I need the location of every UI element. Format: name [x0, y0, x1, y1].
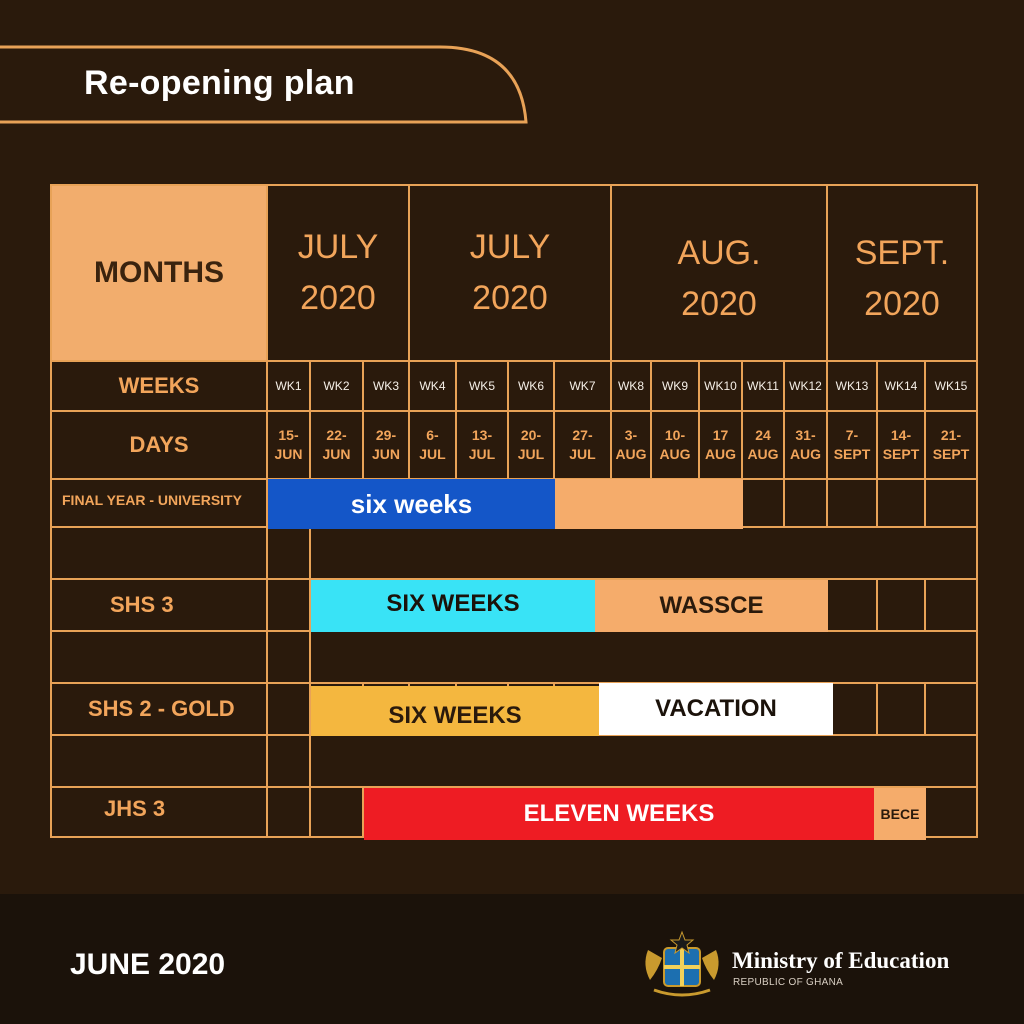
table-cell	[828, 480, 878, 528]
day-month: JUN	[371, 446, 400, 462]
week-cell: WK9	[652, 362, 700, 412]
day-number: 17	[712, 427, 729, 444]
row-spacer	[52, 528, 268, 580]
day-cell	[509, 412, 555, 480]
day-month: JUL	[419, 446, 446, 462]
table-cell	[268, 528, 311, 580]
table-cell	[878, 480, 926, 528]
day-text	[790, 426, 821, 464]
table-cell	[828, 580, 878, 632]
week-cell: WK2	[311, 362, 364, 412]
day-cell	[311, 412, 364, 480]
week-cell: WK6	[509, 362, 555, 412]
table-cell	[311, 736, 978, 788]
table-cell	[311, 788, 364, 838]
month-name: JULY	[469, 228, 551, 266]
day-number: 21-	[940, 427, 962, 444]
month-year: 2020	[472, 279, 548, 317]
day-text	[933, 426, 970, 464]
table-cell	[311, 528, 978, 580]
bar-shs3-wassce: WASSCE	[595, 580, 828, 632]
day-number: 14-	[890, 427, 912, 444]
day-month: AUG	[789, 446, 822, 462]
table-cell	[311, 632, 978, 684]
day-number: 22-	[326, 427, 347, 444]
row-spacer	[52, 736, 268, 788]
week-cell: WK15	[926, 362, 978, 412]
month-name: JULY	[297, 228, 379, 266]
page-title: Re-opening plan	[84, 64, 355, 102]
table-cell	[268, 788, 311, 838]
table-cell	[785, 480, 828, 528]
table-cell	[268, 684, 311, 736]
day-month: AUG	[704, 446, 737, 462]
table-cell	[926, 480, 978, 528]
row-label-final-year: FINAL YEAR - UNIVERSITY	[52, 480, 268, 528]
day-month: JUL	[468, 446, 496, 462]
day-number: 15-	[278, 427, 299, 444]
table-cell	[828, 684, 878, 736]
week-cell: WK5	[457, 362, 509, 412]
week-cell: WK8	[612, 362, 652, 412]
bar-jhs3-eleven-weeks: ELEVEN WEEKS	[364, 788, 874, 840]
day-cell	[612, 412, 652, 480]
month-cell	[268, 186, 410, 362]
day-month: AUG	[659, 446, 691, 462]
table-cell	[926, 580, 978, 632]
weeks-label: WEEKS	[52, 362, 268, 412]
day-cell	[878, 412, 926, 480]
day-cell	[268, 412, 311, 480]
day-number: 31-	[795, 427, 816, 444]
day-cell	[364, 412, 410, 480]
day-cell	[926, 412, 978, 480]
day-text	[322, 426, 350, 464]
day-text	[883, 426, 920, 464]
row-label-shs2: SHS 2 - GOLD	[52, 684, 268, 736]
week-cell: WK13	[828, 362, 878, 412]
day-month: SEPT	[932, 446, 970, 462]
day-month: JUL	[569, 446, 596, 462]
row-spacer	[52, 632, 268, 684]
ministry-name: Ministry of Education	[732, 948, 950, 973]
month-cell	[612, 186, 828, 362]
day-cell	[652, 412, 700, 480]
day-cell	[828, 412, 878, 480]
day-text	[659, 426, 690, 464]
day-month: JUN	[322, 446, 351, 462]
table-cell	[926, 684, 978, 736]
day-number: 20-	[520, 427, 542, 444]
day-number: 3-	[624, 427, 638, 444]
day-text	[469, 426, 495, 464]
month-year: 2020	[300, 279, 376, 317]
day-text	[274, 426, 302, 464]
day-month: JUN	[274, 446, 303, 462]
months-header: MONTHS	[52, 186, 268, 362]
table-cell	[268, 580, 311, 632]
day-text	[705, 426, 736, 464]
day-text	[569, 426, 595, 464]
week-cell: WK7	[555, 362, 612, 412]
day-number: 27-	[572, 427, 593, 444]
day-cell	[743, 412, 785, 480]
week-cell: WK1	[268, 362, 311, 412]
week-cell: WK10	[700, 362, 743, 412]
day-cell	[457, 412, 509, 480]
schedule-table	[50, 184, 978, 838]
month-cell	[828, 186, 978, 362]
bar-jhs3-bece: BECE	[874, 788, 926, 840]
day-number: 6-	[426, 427, 439, 444]
day-cell	[555, 412, 612, 480]
table-cell	[878, 684, 926, 736]
week-cell: WK11	[743, 362, 785, 412]
day-number: 13-	[471, 427, 493, 444]
day-month: SEPT	[882, 446, 920, 462]
bar-shs2-vacation: VACATION	[599, 683, 833, 735]
coat-of-arms-icon	[640, 930, 724, 1000]
month-name: AUG.	[677, 234, 761, 272]
ministry-subtitle: REPUBLIC OF GHANA	[733, 977, 844, 988]
days-label: DAYS	[52, 412, 268, 480]
month-year: 2020	[864, 285, 940, 323]
month-year: 2020	[681, 285, 757, 323]
day-month: AUG	[747, 446, 779, 462]
day-cell	[410, 412, 457, 480]
month-cell	[410, 186, 612, 362]
bar-final-year-six-weeks: six weeks	[268, 479, 555, 529]
day-month: AUG	[615, 446, 647, 462]
day-cell	[700, 412, 743, 480]
bar-shs2-six-weeks: SIX WEEKS	[311, 686, 599, 736]
week-cell: WK3	[364, 362, 410, 412]
day-number: 29-	[375, 427, 397, 444]
week-cell: WK4	[410, 362, 457, 412]
day-text	[747, 426, 778, 464]
footer-date: JUNE 2020	[70, 948, 226, 981]
bar-final-year-peach	[555, 479, 743, 529]
day-number: 24	[755, 427, 771, 444]
table-cell	[743, 480, 785, 528]
week-cell: WK14	[878, 362, 926, 412]
day-month: SEPT	[833, 446, 871, 462]
day-number: 7-	[845, 427, 859, 444]
week-cell: WK12	[785, 362, 828, 412]
day-cell	[785, 412, 828, 480]
month-name: SEPT.	[854, 234, 950, 272]
day-text	[518, 426, 544, 464]
day-month: JUL	[517, 446, 545, 462]
table-cell	[268, 632, 311, 684]
table-cell	[926, 788, 978, 838]
day-text	[834, 426, 871, 464]
row-label-jhs3: JHS 3	[52, 788, 268, 838]
day-number: 10-	[664, 427, 686, 444]
bar-shs3-six-weeks: SIX WEEKS	[311, 580, 595, 632]
table-cell	[878, 580, 926, 632]
day-text	[419, 426, 445, 464]
table-cell	[268, 736, 311, 788]
day-text	[372, 426, 400, 464]
day-text	[615, 426, 646, 464]
row-label-shs3: SHS 3	[52, 580, 268, 632]
